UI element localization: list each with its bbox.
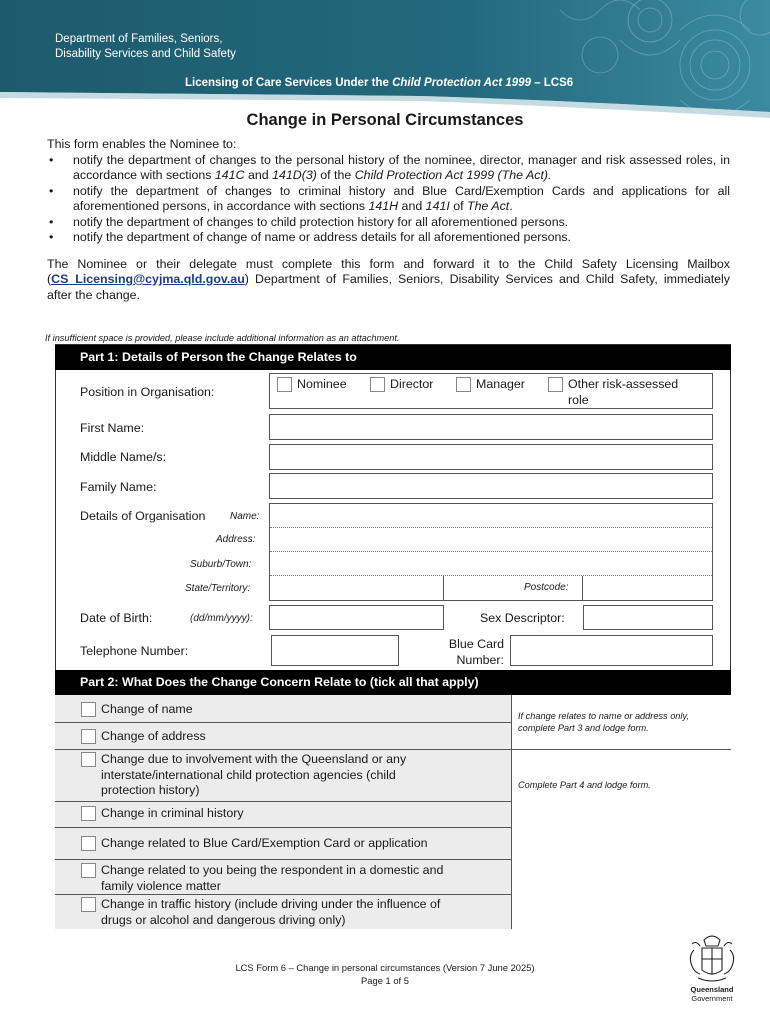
intro-bullet-4: • notify the department of change of name or address details for all aforementioned persons. [47, 230, 730, 246]
dob-label: Date of Birth: [80, 611, 153, 625]
traffic-history-checkbox[interactable] [81, 897, 96, 912]
position-label: Position in Organisation: [80, 385, 215, 399]
director-label: Director [390, 377, 434, 391]
page-number: Page 1 of 5 [361, 974, 409, 986]
org-address-input[interactable] [270, 551, 712, 552]
mailbox-link[interactable]: CS_Licensing@cyjma.qld.gov.au [51, 272, 245, 286]
row-divider [55, 722, 511, 723]
page-title: Change in Personal Circumstances [246, 111, 524, 129]
blue-card-checkbox[interactable] [81, 836, 96, 851]
org-suburb-label: Suburb/Town: [190, 559, 252, 570]
child-protection-label: Change due to involvement with the Queensland or any interstate/international child protection agencies (child protection history) [101, 752, 407, 797]
change-address-checkbox[interactable] [81, 729, 96, 744]
criminal-history-checkbox[interactable] [81, 806, 96, 821]
part1-heading: Part 1: Details of Person the Change Relates to [55, 345, 731, 370]
dob-format-label: (dd/mm/yyyy): [190, 613, 253, 624]
manager-checkbox[interactable] [456, 377, 471, 392]
row-divider [55, 801, 511, 802]
intro-section [47, 137, 730, 303]
header-banner [0, 0, 770, 118]
intro-bullet-1: • notify the department of changes to the personal history of the nominee, director, manager and risk assessed roles, in accordance with sections 141C and 141D(3) of the Child Protection Act 1999 (The Act). [47, 153, 730, 184]
bluecard-label: Blue Card Number: [448, 637, 504, 667]
licensing-line [0, 77, 770, 89]
attachment-note: If insufficient space is provided, please include additional information as an attachment. [45, 333, 400, 343]
family-name-label: Family Name: [80, 480, 157, 494]
nominee-label: Nominee [297, 377, 347, 391]
dept-line-2: Disability Services and Child Safety [55, 48, 236, 60]
form-version: LCS Form 6 – Change in personal circumstances (Version 7 June 2025) [235, 962, 535, 973]
postcode-input[interactable] [584, 577, 712, 600]
org-state-label: State/Territory: [185, 583, 251, 594]
child-protection-checkbox[interactable] [81, 752, 96, 767]
licensing-prefix: Licensing of Care Services Under the [185, 77, 393, 89]
bluecard-input[interactable] [510, 635, 713, 666]
mailbox-instructions: The Nominee or their delegate must complete this form and forward it to the Child Safety Licensing Mailbox (CS_Licensing@cyjma.qld.gov.au) Department of Families, Seniors, Disability Services and Child Safety, immediately after the change. [47, 256, 730, 302]
manager-label: Manager [476, 377, 525, 391]
change-address-label: Change of address [101, 729, 206, 743]
sex-input[interactable] [583, 605, 713, 630]
change-name-checkbox[interactable] [81, 702, 96, 717]
part2-heading: Part 2: What Does the Change Concern Relate to (tick all that apply) [55, 670, 731, 695]
family-name-input[interactable] [269, 473, 713, 499]
intro-lead: This form enables the Nominee to: [47, 137, 237, 151]
org-name-label: Name: [230, 511, 260, 522]
change-name-label: Change of name [101, 702, 193, 716]
postcode-divider [582, 576, 583, 601]
licensing-act: Child Protection Act 1999 [392, 77, 531, 89]
department-name [55, 32, 236, 62]
dfv-respondent-checkbox[interactable] [81, 863, 96, 878]
phone-input[interactable] [271, 635, 399, 666]
org-state-input[interactable] [270, 577, 442, 600]
first-name-label: First Name: [80, 421, 145, 435]
sex-label: Sex Descriptor: [480, 611, 565, 625]
other-role-checkbox[interactable] [548, 377, 563, 392]
row-divider [55, 827, 511, 828]
dept-line-1: Department of Families, Seniors, [55, 33, 223, 45]
first-name-input[interactable] [269, 414, 713, 440]
page-footer [0, 962, 770, 987]
org-address-label: Address: [216, 534, 256, 545]
intro-bullet-3: • notify the department of changes to child protection history for all aforementioned persons. [47, 215, 730, 231]
other-role-label: Other risk-assessed role [568, 377, 679, 407]
intro-bullet-2: • notify the department of changes to criminal history and Blue Card/Exemption Cards and applications for all aforementioned persons, in accordance with sections 141H and 141I of The Act. [47, 184, 730, 215]
criminal-history-label: Change in criminal history [101, 806, 244, 820]
org-details-label: Details of Organisation [80, 509, 206, 523]
queensland-government-logo: Queensland Government [690, 985, 734, 1003]
blue-card-label: Change related to Blue Card/Exemption Card or application [101, 836, 428, 850]
dfv-respondent-label: Change related to you being the respondent in a domestic and family violence matter [101, 863, 444, 893]
part4-instruction: Complete Part 4 and lodge form. [518, 780, 651, 790]
phone-label: Telephone Number: [80, 644, 189, 658]
intro-list [47, 153, 730, 246]
licensing-suffix: – LCS6 [530, 77, 574, 89]
nominee-checkbox[interactable] [277, 377, 292, 392]
row-divider [55, 859, 511, 860]
org-state-divider [443, 576, 444, 601]
org-suburb-input[interactable] [270, 575, 712, 576]
org-name-input[interactable] [270, 527, 712, 528]
traffic-history-label: Change in traffic history (include driving under the influence of drugs or alcohol and dangerous driving only) [101, 897, 441, 927]
dob-input[interactable] [269, 605, 444, 630]
middle-name-input[interactable] [269, 444, 713, 470]
postcode-label: Postcode: [524, 582, 569, 593]
part3-instruction: If change relates to name or address only, complete Part 3 and lodge form. [518, 711, 689, 733]
row-divider [55, 894, 511, 895]
part2-column-divider [511, 695, 512, 929]
row-divider [55, 749, 731, 750]
middle-name-label: Middle Name/s: [80, 450, 167, 464]
director-checkbox[interactable] [370, 377, 385, 392]
